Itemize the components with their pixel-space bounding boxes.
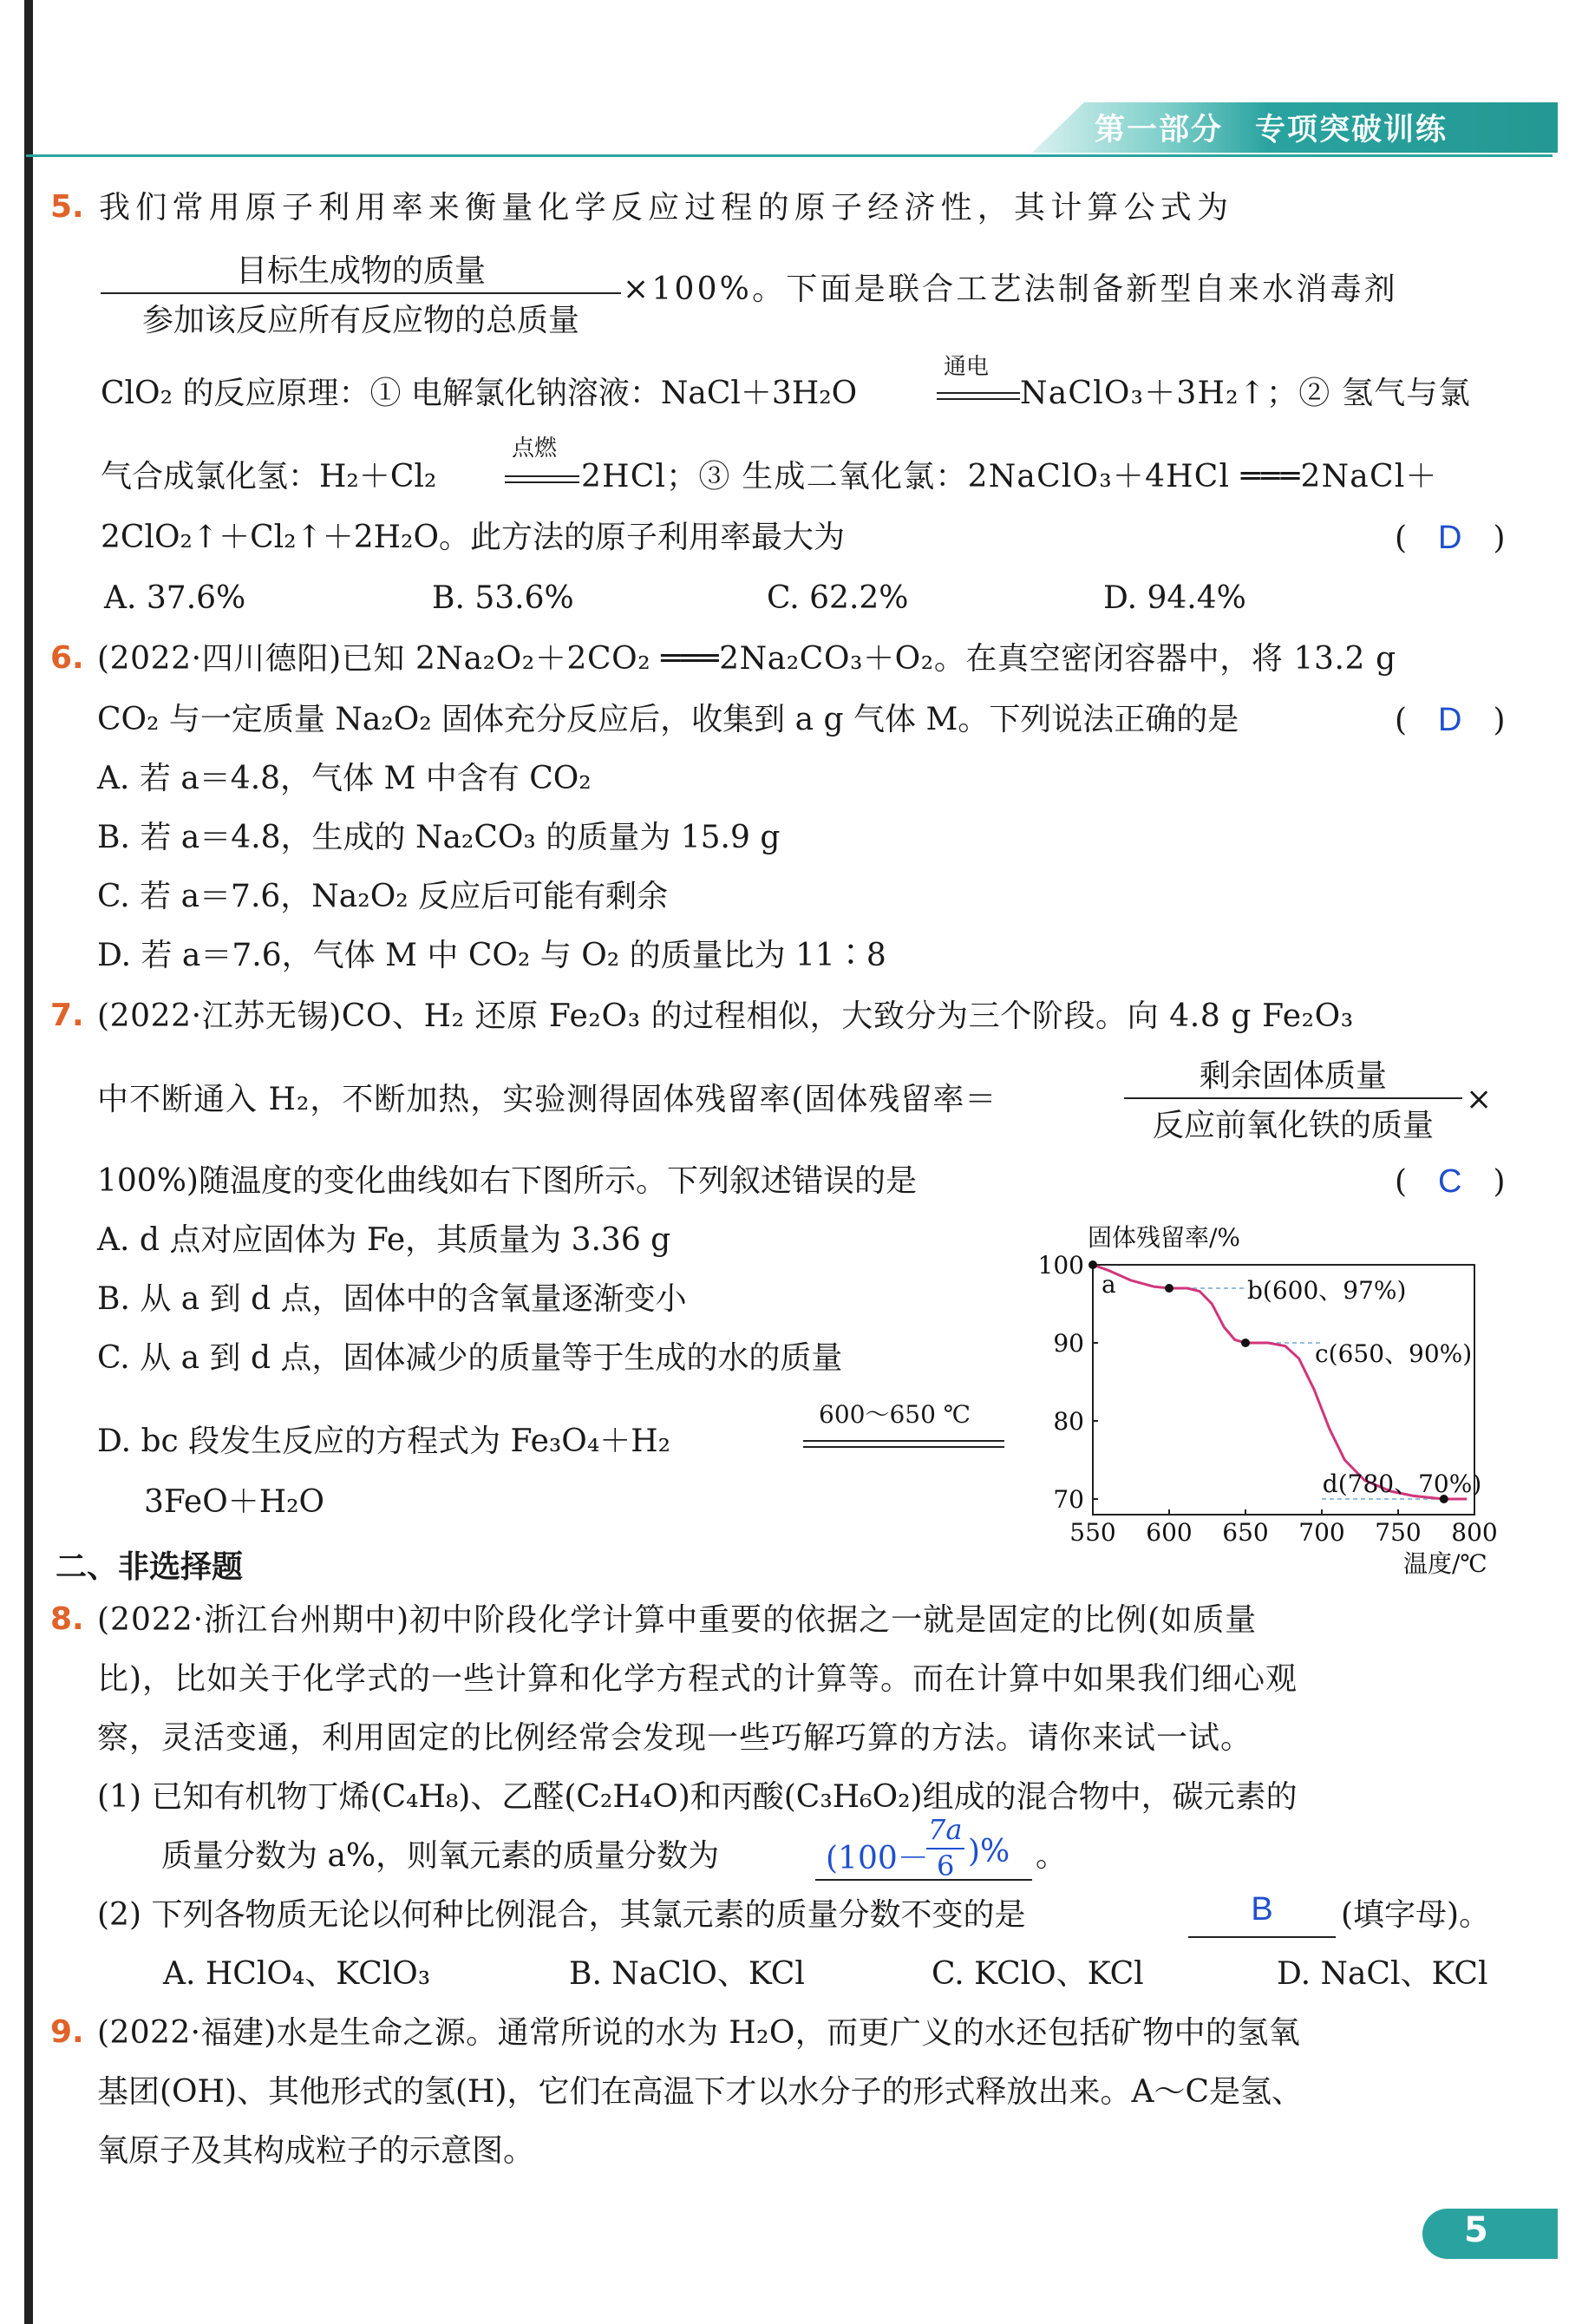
question-5-option-b: B. 53.6%: [432, 580, 574, 616]
residual-rate-chart: [1023, 1214, 1509, 1588]
question-6-option-d: D. 若 a＝7.6，气体 M 中 CO₂ 与 O₂ 的质量比为 11∶8: [97, 938, 886, 973]
question-7-times-sign: ×: [1466, 1082, 1493, 1117]
data-point: [1165, 1284, 1173, 1293]
question-8-part-2: (2) 下列各物质无论以何种比例混合，其氯元素的质量分数不变的是: [97, 1897, 1026, 1933]
equals-arrow-1: [937, 392, 1020, 400]
y-tick-label: 70: [1053, 1485, 1084, 1514]
question-5-formula-fraction: [101, 246, 621, 340]
question-7-option-b: B. 从 a 到 d 点，固体中的含氧量逐渐变小: [97, 1281, 687, 1317]
condition-ignition: 点燃: [512, 435, 558, 462]
x-tick-label: 550: [1069, 1518, 1116, 1547]
section-banner-title: 第一部分 专项突破训练: [1095, 113, 1448, 147]
question-8-number: 8.: [50, 1601, 84, 1637]
chart-plot-area: [1038, 1251, 1498, 1547]
page-binding-edge: [24, 0, 33, 2324]
condition-temperature: 600～650 ℃: [819, 1400, 971, 1429]
question-6-line-1: (2022·四川德阳)已知 2Na₂O₂＋2CO₂ ═══2Na₂CO₃＋O₂。在真空密闭容器中，将 13.2 g: [97, 641, 1396, 677]
question-7-line-1: (2022·江苏无锡)CO、H₂ 还原 Fe₂O₃ 的过程相似，大致分为三个阶段。向 4.8 g Fe₂O₃: [97, 998, 1354, 1034]
question-5-line-4a: 气合成氯化氢：H₂＋Cl₂: [101, 459, 437, 494]
y-tick-label: 80: [1053, 1407, 1084, 1436]
equals-arrow-2: [505, 475, 579, 483]
section-nonchoice-title: 二、非选择题: [56, 1549, 244, 1585]
question-8-part-1-line-1: (1) 已知有机物丁烯(C₄H₈)、乙醛(C₂H₄O)和丙酸(C₃H₆O₂)组成的混合物中，碳元素的: [97, 1779, 1298, 1815]
question-8-part-1-line-2: 质量分数为 a%，则氧元素的质量分数为: [161, 1838, 720, 1874]
question-8-option-b: B. NaClO、KCl: [569, 1956, 805, 1992]
question-5-line-3a: ClO₂ 的反应原理：① 电解氯化钠溶液：NaCl＋3H₂O: [101, 376, 858, 411]
answer-1-numerator: 7a: [928, 1813, 963, 1846]
question-6-answer: D: [1438, 702, 1462, 738]
data-point-label: d(780、70%): [1322, 1470, 1482, 1498]
condition-electrolysis: 通电: [944, 354, 990, 380]
question-6-option-c: C. 若 a＝7.6，Na₂O₂ 反应后可能有剩余: [97, 879, 669, 914]
y-tick-label: 90: [1053, 1329, 1084, 1358]
question-6-line-2: CO₂ 与一定质量 Na₂O₂ 固体充分反应后，收集到 a g 气体 M。下列说法正确的是: [97, 702, 1239, 737]
fraction-denominator: 参加该反应所有反应物的总质量: [141, 303, 579, 338]
question-5-option-a: A. 37.6%: [104, 580, 246, 616]
data-point: [1241, 1339, 1250, 1347]
y-tick-label: 100: [1037, 1251, 1084, 1280]
question-8-part-2-end: (填字母)。: [1341, 1897, 1491, 1933]
question-8-answer-1-blank: [815, 1813, 1032, 1882]
page-number-tab: [1422, 2209, 1558, 2259]
question-9-line-2: 基团(OH)、其他形式的氢(H)，它们在高温下才以水分子的形式释放出来。A～C是氢、: [97, 2074, 1304, 2110]
fraction-numerator: 目标生成物的质量: [101, 246, 621, 294]
question-6-option-b: B. 若 a＝4.8，生成的 Na₂CO₃ 的质量为 15.9 g: [97, 820, 781, 855]
question-7-line-3: 100%)随温度的变化曲线如右下图所示。下列叙述错误的是: [97, 1163, 917, 1199]
question-9-number: 9.: [50, 2014, 84, 2050]
question-7-option-c: C. 从 a 到 d 点，固体减少的质量等于生成的水的质量: [97, 1340, 843, 1376]
x-tick-label: 800: [1451, 1518, 1498, 1547]
chart-x-axis-label: 温度/℃: [1403, 1549, 1487, 1578]
question-9-line-3: 氧原子及其构成粒子的示意图。: [97, 2133, 535, 2169]
question-8-line-3: 察，灵活变通，利用固定的比例经常会发现一些巧解巧算的方法。请你来试一试。: [97, 1720, 1253, 1756]
question-9-line-1: (2022·福建)水是生命之源。通常所说的水为 H₂O，而更广义的水还包括矿物中的氢氧: [97, 2015, 1301, 2051]
question-5-line-1: 我们常用原子利用率来衡量化学反应过程的原子经济性，其计算公式为: [99, 190, 1234, 226]
data-point-label: c(650、90%): [1315, 1339, 1473, 1368]
question-7-residual-fraction: [1124, 1051, 1462, 1145]
question-8-option-a: A. HClO₄、KClO₃: [163, 1956, 431, 1992]
question-8-part-1-end: 。: [1036, 1838, 1068, 1874]
fraction-denominator: 反应前氧化铁的质量: [1152, 1108, 1434, 1143]
question-5-answer-bracket: ( D ): [1395, 520, 1506, 556]
answer-1-prefix: (100－: [826, 1841, 929, 1876]
question-8-answer-2-blank: [1188, 1891, 1336, 1938]
chart-y-axis-label: 固体残留率/%: [1088, 1223, 1241, 1252]
equals-arrow-3: [803, 1440, 1004, 1448]
question-8-option-d: D. NaCl、KCl: [1277, 1956, 1488, 1992]
question-6-answer-bracket: ( D ): [1395, 702, 1506, 738]
x-tick-label: 750: [1375, 1518, 1422, 1547]
question-7-answer-bracket: ( C ): [1395, 1163, 1506, 1200]
fraction-numerator: 剩余固体质量: [1124, 1051, 1462, 1099]
question-7-answer: C: [1438, 1163, 1462, 1200]
question-5-line-4b: 2HCl；③ 生成二氧化氯：2NaClO₃＋4HCl ═══2NaCl＋: [581, 459, 1438, 494]
question-8-line-2: 比)，比如关于化学式的一些计算和化学方程式的计算等。而在计算中如果我们细心观: [97, 1661, 1298, 1697]
data-point: [1088, 1260, 1097, 1269]
question-8-line-1: (2022·浙江台州期中)初中阶段化学计算中重要的依据之一就是固定的比例(如质量: [97, 1602, 1258, 1638]
header-divider: [26, 154, 1553, 157]
question-5-option-d: D. 94.4%: [1103, 580, 1246, 616]
question-5-number: 5.: [50, 189, 84, 225]
question-7-line-2: 中不断通入 H₂，不断加热，实验测得固体残留率(固体残留率＝: [97, 1082, 997, 1117]
x-tick-label: 650: [1222, 1518, 1269, 1547]
question-7-option-d-line-1: D. bc 段发生反应的方程式为 Fe₃O₄＋H₂: [97, 1424, 671, 1459]
question-8-answer-2: B: [1251, 1891, 1273, 1928]
question-6-option-a: A. 若 a＝4.8，气体 M 中含有 CO₂: [97, 761, 592, 796]
x-tick-label: 600: [1146, 1518, 1193, 1547]
question-5-line-2: ×100%。下面是联合工艺法制备新型自来水消毒剂: [623, 272, 1398, 307]
page-number: 5: [1464, 2210, 1488, 2250]
data-point-label: a: [1102, 1270, 1116, 1299]
question-7-number: 7.: [50, 998, 84, 1033]
answer-1-denominator: 6: [937, 1849, 955, 1882]
question-7-option-a: A. d 点对应固体为 Fe，其质量为 3.36 g: [97, 1222, 671, 1258]
question-5-option-c: C. 62.2%: [767, 580, 909, 616]
question-5-line-3b: NaClO₃＋3H₂↑；② 氢气与氯: [1020, 376, 1471, 411]
answer-1-suffix: )%: [968, 1834, 1010, 1869]
question-8-option-c: C. KClO、KCl: [932, 1956, 1144, 1992]
question-6-number: 6.: [50, 640, 84, 676]
question-7-option-d-line-2: 3FeO＋H₂O: [144, 1484, 325, 1520]
question-5-answer: D: [1438, 520, 1462, 556]
x-tick-label: 700: [1298, 1518, 1345, 1547]
question-5-line-5: 2ClO₂↑＋Cl₂↑＋2H₂O。此方法的原子利用率最大为: [101, 520, 845, 555]
data-point-label: b(600、97%): [1247, 1276, 1407, 1305]
